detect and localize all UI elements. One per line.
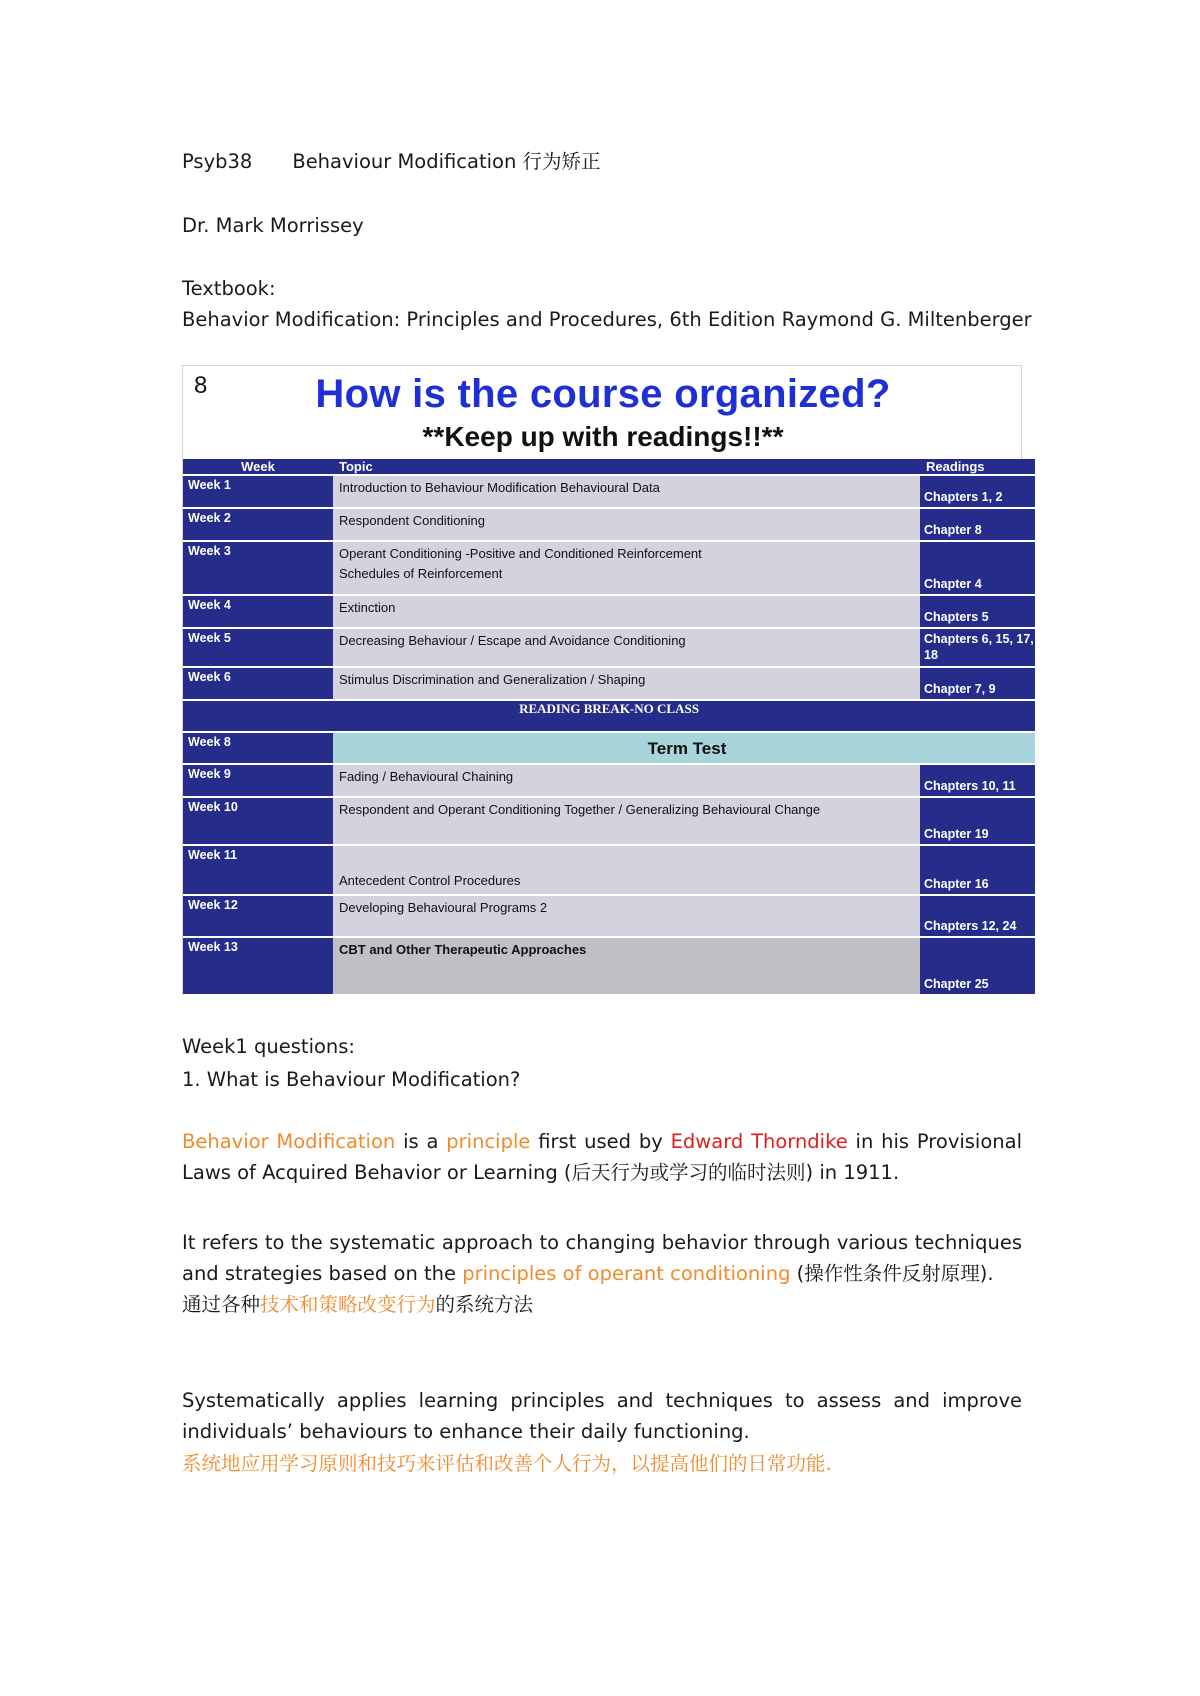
person-edward-thorndike: Edward Thorndike <box>670 1130 848 1153</box>
readings-cell: Chapters 10, 11 <box>920 764 1035 797</box>
table-row <box>183 541 1035 595</box>
table-row <box>183 475 1035 508</box>
questions-heading: Week1 questions: <box>182 1035 356 1058</box>
week-cell: Week 6 <box>183 667 333 700</box>
text-span: It refers to the systematic approach to changing behavior through various techniques and strategies based on the <box>182 1231 1022 1285</box>
topic-cell: Fading / Behavioural Chaining <box>333 764 920 797</box>
slide-number: 8 <box>194 372 208 399</box>
term-operant-conditioning: principles of operant conditioning <box>462 1262 791 1285</box>
answer-paragraph-1 <box>182 1126 1022 1188</box>
text-span: is a <box>395 1130 447 1153</box>
table-row <box>183 937 1035 995</box>
course-header-line <box>182 146 601 177</box>
term-principle: principle <box>446 1130 531 1153</box>
topic-cell: Extinction <box>333 595 920 628</box>
readings-cell: Chapter 4 <box>920 541 1035 595</box>
course-title: Behaviour Modification 行为矫正 <box>292 150 601 173</box>
term-behavior-modification: Behavior Modification <box>182 1130 396 1153</box>
readings-cell: Chapters 6, 15, 17, 18 <box>920 628 1035 667</box>
readings-cell: Chapters 5 <box>920 595 1035 628</box>
table-row <box>183 628 1035 667</box>
reading-break-row <box>183 700 1035 732</box>
readings-cell: Chapter 8 <box>920 508 1035 541</box>
slide-title: How is the course organized? <box>315 372 891 416</box>
schedule-table <box>183 459 1035 996</box>
text-span: first used by <box>530 1130 671 1153</box>
text-span: 通过各种 <box>182 1293 261 1316</box>
readings-cell: Chapter 7, 9 <box>920 667 1035 700</box>
table-row <box>183 845 1035 895</box>
readings-cell: Chapter 16 <box>920 845 1035 895</box>
text-span: in his Provisional Laws of Acquired Behavior or Learning (后天行为或学习的临时法则) in 1911. <box>182 1130 1023 1184</box>
readings-cell: Chapters 1, 2 <box>920 475 1035 508</box>
topic-cell: Introduction to Behaviour Modification Behavioural Data <box>333 475 920 508</box>
text-span: (操作性条件反射原理). <box>790 1262 994 1285</box>
answer-paragraph-2-chinese <box>182 1289 533 1320</box>
slide-subtitle: **Keep up with readings!!** <box>422 421 784 452</box>
topic-cell <box>333 541 920 595</box>
topic-line: Operant Conditioning -Positive and Conditioned Reinforcement <box>339 546 702 561</box>
topic-cell: Developing Behavioural Programs 2 <box>333 895 920 937</box>
column-header-topic: Topic <box>333 459 920 475</box>
question-1: 1. What is Behaviour Modification? <box>182 1068 521 1091</box>
textbook-title: Behavior Modification: Principles and Procedures, 6th Edition Raymond G. Miltenberger <box>182 308 1032 331</box>
table-row <box>183 732 1035 764</box>
readings-cell: Chapters 12, 24 <box>920 895 1035 937</box>
week-cell: Week 3 <box>183 541 333 595</box>
readings-cell: Chapter 25 <box>920 937 1035 995</box>
table-row <box>183 797 1035 845</box>
table-row <box>183 508 1035 541</box>
table-header-row <box>183 459 1035 475</box>
answer-paragraph-3-chinese: 系统地应用学习原则和技巧来评估和改善个人行为，以提高他们的日常功能. <box>182 1452 832 1475</box>
week-cell: Week 2 <box>183 508 333 541</box>
table-row <box>183 595 1035 628</box>
topic-cell: Antecedent Control Procedures <box>333 845 920 895</box>
term-test-cell: Term Test <box>333 732 1035 764</box>
reading-break-label: READING BREAK-NO CLASS <box>183 700 1035 732</box>
answer-paragraph-2 <box>182 1227 1022 1289</box>
table-row <box>183 667 1035 700</box>
topic-line: Schedules of Reinforcement <box>339 566 503 581</box>
topic-cell: Stimulus Discrimination and Generalization / Shaping <box>333 667 920 700</box>
textbook-label: Textbook: <box>182 277 276 300</box>
column-header-week: Week <box>183 459 333 475</box>
week-cell: Week 5 <box>183 628 333 667</box>
week-cell: Week 13 <box>183 937 333 995</box>
topic-cell: Respondent and Operant Conditioning Together / Generalizing Behavioural Change <box>333 797 920 845</box>
instructor-name: Dr. Mark Morrissey <box>182 214 364 237</box>
table-row <box>183 895 1035 937</box>
topic-cell: CBT and Other Therapeutic Approaches <box>333 937 920 995</box>
text-span: 的系统方法 <box>435 1293 534 1316</box>
week-cell: Week 1 <box>183 475 333 508</box>
highlight-chinese: 技术和策略改变行为 <box>260 1293 436 1316</box>
readings-cell: Chapter 19 <box>920 797 1035 845</box>
table-row <box>183 764 1035 797</box>
topic-cell: Respondent Conditioning <box>333 508 920 541</box>
topic-cell: Decreasing Behaviour / Escape and Avoidance Conditioning <box>333 628 920 667</box>
column-header-readings: Readings <box>920 459 1035 475</box>
week-cell: Week 10 <box>183 797 333 845</box>
week-cell: Week 4 <box>183 595 333 628</box>
week-cell: Week 12 <box>183 895 333 937</box>
week-cell: Week 8 <box>183 732 333 764</box>
week-cell: Week 9 <box>183 764 333 797</box>
week-cell: Week 11 <box>183 845 333 895</box>
course-code: Psyb38 <box>182 150 253 173</box>
course-schedule-slide <box>182 365 1034 995</box>
answer-paragraph-3: Systematically applies learning principles and techniques to assess and improve individuals’ behaviours to enhance their daily functioning. <box>182 1389 1022 1443</box>
